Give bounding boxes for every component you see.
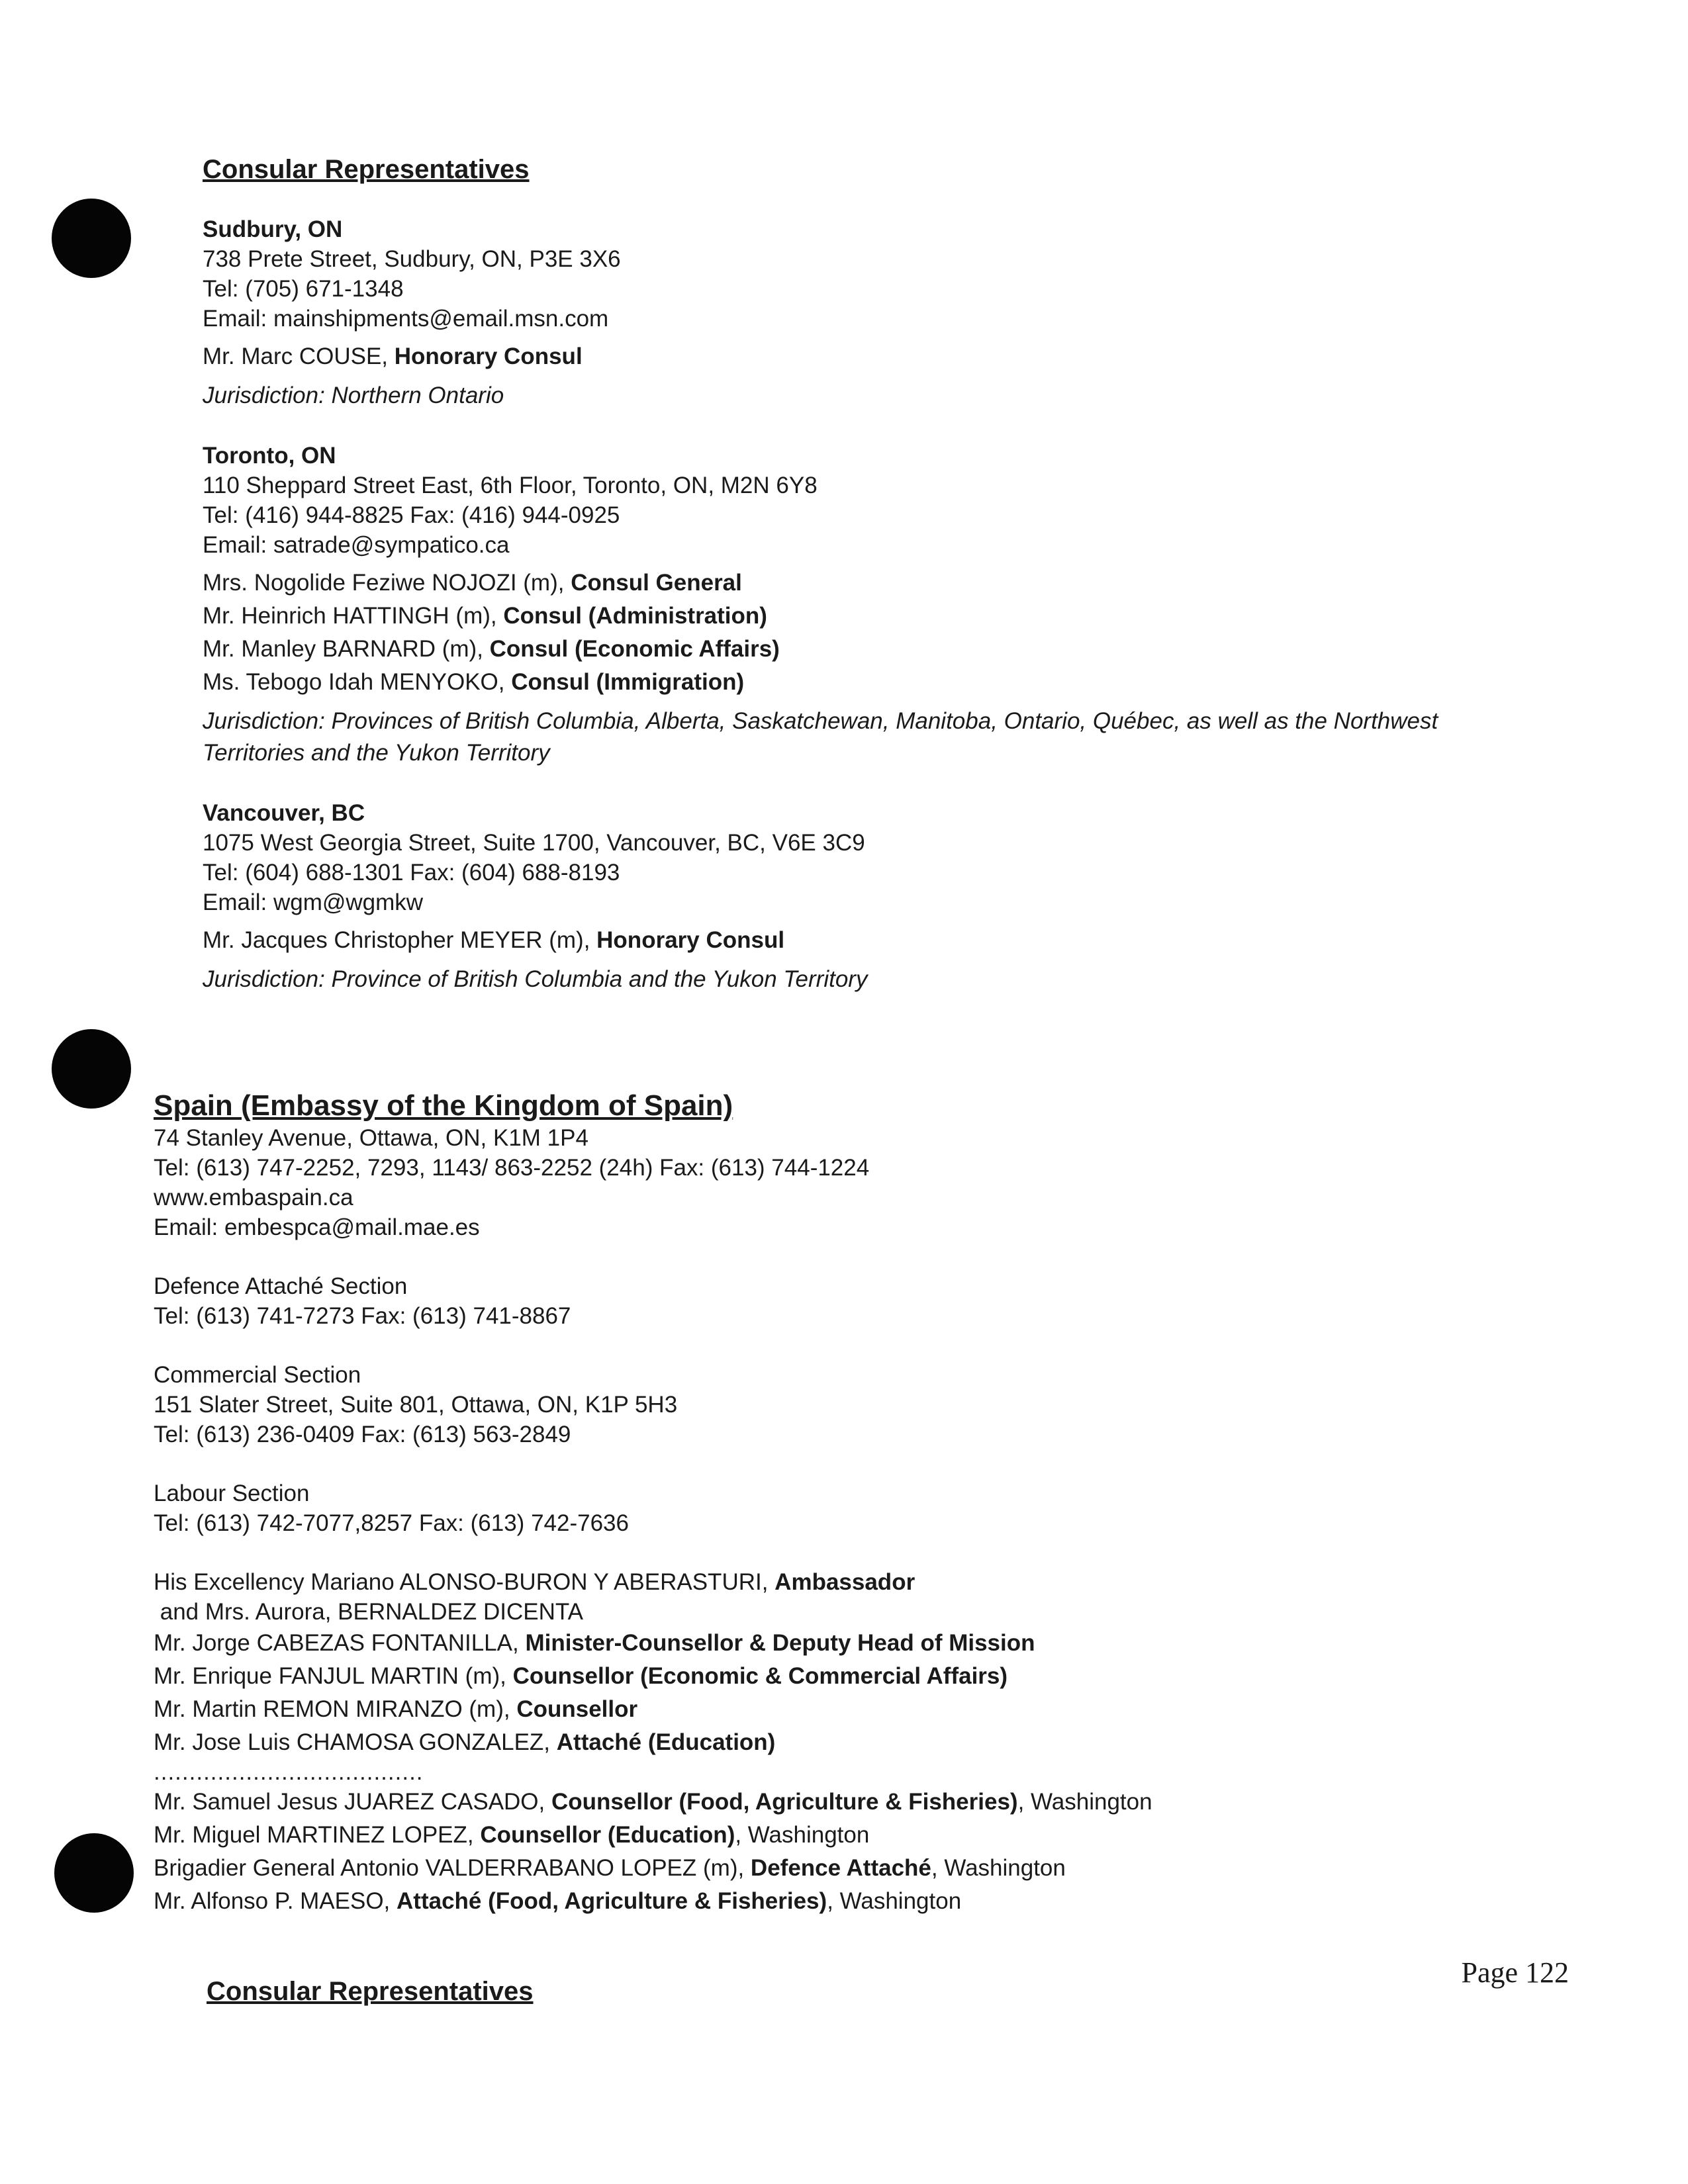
staff-name: Mr. Manley BARNARD (m), — [203, 636, 490, 662]
hole-punch-mark — [52, 1029, 131, 1109]
office-phone: Tel: (705) 671-1348 — [203, 276, 404, 302]
staff-title: Counsellor (Food, Agriculture & Fisheries) — [551, 1789, 1018, 1815]
staff-title: Honorary Consul — [596, 927, 785, 953]
consular-office-toronto — [203, 441, 1438, 769]
office-jurisdiction: Jurisdiction: Province of British Columbia and the Yukon Territory — [203, 966, 868, 992]
staff-entry — [203, 666, 1438, 699]
separator-dots: ...................................... — [154, 1759, 424, 1785]
labour-section-phone: Tel: (613) 742-7077,8257 Fax: (613) 742-7636 — [154, 1510, 629, 1536]
staff-name: Mrs. Nogolide Feziwe NOJOZI (m), — [203, 570, 571, 596]
staff-name: Mr. Martin REMON MIRANZO (m), — [154, 1696, 517, 1722]
embassy-email: Email: embespca@mail.mae.es — [154, 1214, 480, 1240]
hole-punch-mark — [54, 1833, 134, 1913]
staff-name: Mr. Enrique FANJUL MARTIN (m), — [154, 1663, 513, 1689]
ambassador-entry — [154, 1567, 1152, 1597]
commercial-section-address: 151 Slater Street, Suite 801, Ottawa, ON, K1P 5H3 — [154, 1392, 678, 1418]
office-address: 110 Sheppard Street East, 6th Floor, Toronto, ON, M2N 6Y8 — [203, 473, 818, 498]
staff-name: Mr. Heinrich HATTINGH (m), — [203, 603, 504, 629]
office-email: Email: mainshipments@email.msn.com — [203, 306, 609, 332]
staff-entry — [154, 1726, 1152, 1759]
staff-title: Counsellor (Economic & Commercial Affairs) — [512, 1663, 1008, 1689]
staff-entry — [203, 633, 1438, 666]
staff-entry — [154, 1627, 1152, 1660]
staff-name: Mr. Samuel Jesus JUAREZ CASADO, — [154, 1789, 551, 1815]
staff-name: Brigadier General Antonio VALDERRABANO LOPEZ (m), — [154, 1855, 751, 1881]
office-jurisdiction: Jurisdiction: Northern Ontario — [203, 383, 504, 408]
consular-section-bottom — [207, 1976, 534, 2007]
office-email: Email: satrade@sympatico.ca — [203, 532, 510, 558]
staff-title: Attaché (Education) — [556, 1729, 776, 1755]
staff-name: Mr. Jorge CABEZAS FONTANILLA, — [154, 1630, 526, 1656]
section-heading: Consular Representatives — [207, 1977, 534, 2006]
embassy-title: Spain (Embassy of the Kingdom of Spain) — [154, 1089, 733, 1122]
consular-office-sudbury — [203, 214, 1438, 412]
defence-section-label: Defence Attaché Section — [154, 1273, 408, 1299]
staff-entry — [154, 1693, 1152, 1726]
office-city: Sudbury, ON — [203, 216, 343, 242]
page-number: Page 122 — [1461, 1956, 1569, 1989]
staff-location: , Washington — [931, 1855, 1066, 1881]
defence-section-phone: Tel: (613) 741-7273 Fax: (613) 741-8867 — [154, 1303, 571, 1329]
office-address: 738 Prete Street, Sudbury, ON, P3E 3X6 — [203, 246, 621, 272]
staff-name: Mr. Marc COUSE, — [203, 343, 395, 369]
staff-title: Defence Attaché — [750, 1855, 931, 1881]
commercial-section-phone: Tel: (613) 236-0409 Fax: (613) 563-2849 — [154, 1422, 571, 1447]
consular-office-vancouver — [203, 798, 1438, 995]
staff-entry — [154, 1819, 1152, 1852]
staff-name: His Excellency Mariano ALONSO-BURON Y ABERASTURI, — [154, 1569, 775, 1595]
staff-entry — [203, 567, 1438, 600]
staff-location: , Washington — [1017, 1789, 1152, 1815]
consular-section-top — [203, 154, 1438, 995]
staff-entry — [203, 340, 1438, 373]
office-city: Toronto, ON — [203, 443, 336, 469]
staff-title: Consul (Administration) — [503, 603, 767, 629]
embassy-address: 74 Stanley Avenue, Ottawa, ON, K1M 1P4 — [154, 1125, 588, 1151]
ambassador-spouse: and Mrs. Aurora, BERNALDEZ DICENTA — [154, 1599, 583, 1625]
staff-name: Mr. Jose Luis CHAMOSA GONZALEZ, — [154, 1729, 557, 1755]
staff-title: Consul (Economic Affairs) — [489, 636, 780, 662]
staff-title: Counsellor — [516, 1696, 638, 1722]
hole-punch-mark — [52, 199, 131, 278]
staff-title: Honorary Consul — [394, 343, 583, 369]
staff-title: Ambassador — [774, 1569, 915, 1595]
staff-name: Mr. Miguel MARTINEZ LOPEZ, — [154, 1822, 481, 1848]
office-jurisdiction: Jurisdiction: Provinces of British Columbia, Alberta, Saskatchewan, Manitoba, Ontario, Québec, as well as the Northwest — [203, 708, 1438, 734]
office-jurisdiction-continued: Territories and the Yukon Territory — [203, 740, 550, 766]
section-heading: Consular Representatives — [203, 155, 530, 184]
embassy-section-spain — [154, 1089, 1152, 1918]
staff-name: Mr. Jacques Christopher MEYER (m), — [203, 927, 597, 953]
labour-section-label: Labour Section — [154, 1480, 310, 1506]
office-email: Email: wgm@wgmkw — [203, 889, 424, 915]
embassy-website: www.embaspain.ca — [154, 1185, 353, 1210]
embassy-phone: Tel: (613) 747-2252, 7293, 1143/ 863-2252 (24h) Fax: (613) 744-1224 — [154, 1155, 870, 1181]
staff-title: Consul (Immigration) — [511, 669, 745, 695]
staff-location: , Washington — [827, 1888, 962, 1914]
staff-title: Minister-Counsellor & Deputy Head of Mission — [525, 1630, 1035, 1656]
office-address: 1075 West Georgia Street, Suite 1700, Vancouver, BC, V6E 3C9 — [203, 830, 865, 856]
staff-name: Mr. Alfonso P. MAESO, — [154, 1888, 397, 1914]
office-city: Vancouver, BC — [203, 800, 365, 826]
staff-location: , Washington — [735, 1822, 870, 1848]
office-phone: Tel: (604) 688-1301 Fax: (604) 688-8193 — [203, 860, 620, 886]
staff-title: Attaché (Food, Agriculture & Fisheries) — [397, 1888, 827, 1914]
staff-entry — [154, 1885, 1152, 1918]
staff-title: Consul General — [571, 570, 742, 596]
commercial-section-label: Commercial Section — [154, 1362, 361, 1388]
staff-entry — [203, 600, 1438, 633]
staff-title: Counsellor (Education) — [480, 1822, 735, 1848]
staff-entry — [154, 1660, 1152, 1693]
staff-entry — [203, 924, 1438, 957]
staff-entry — [154, 1786, 1152, 1819]
staff-name: Ms. Tebogo Idah MENYOKO, — [203, 669, 512, 695]
office-phone: Tel: (416) 944-8825 Fax: (416) 944-0925 — [203, 502, 620, 528]
staff-entry — [154, 1852, 1152, 1885]
